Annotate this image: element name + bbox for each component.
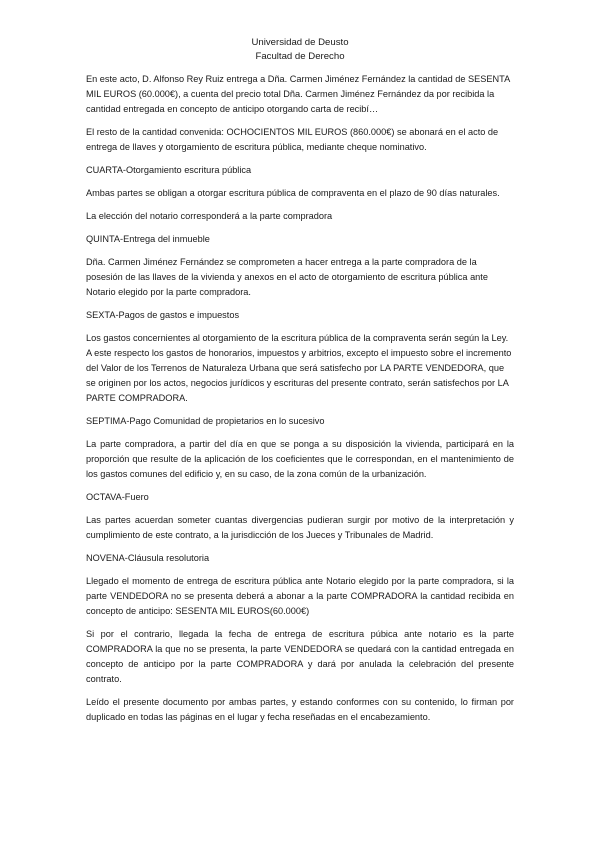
clause-heading-septima: SEPTIMA-Pago Comunidad de propietarios en lo sucesivo (86, 416, 325, 426)
paragraph-community-fees: La parte compradora, a partir del día en que se ponga a su disposición la vivienda, participará en la proporción que resulte de la aplicación de los coeficientes que le correspondan, en el mantenimiento de los gastos comunes del edificio y, en su caso, de la zona común de la urbanización. (86, 439, 514, 479)
paragraph-signature-closing: Leído el presente documento por ambas partes, y estando conformes con su contenido, lo firman por duplicado en todas las páginas en el lugar y fecha reseñadas en el encabezamiento. (86, 697, 514, 722)
clause-heading-quinta: QUINTA-Entrega del inmueble (86, 234, 210, 244)
clause-heading-sexta: SEXTA-Pagos de gastos e impuestos (86, 310, 240, 320)
paragraph-remaining-amount: El resto de la cantidad convenida: OCHOCIENTOS MIL EUROS (860.000€) se abonará en el acto de entrega de llaves y otorgamiento de escritura pública, mediante cheque nominativo. (86, 127, 499, 152)
paragraph-advance-payment: En este acto, D. Alfonso Rey Ruiz entrega a Dña. Carmen Jiménez Fernández la cantidad de SESENTA MIL EUROS (60.000€), a cuenta del precio total Dña. Carmen Jiménez Fernández da por recibida la cantidad entregada en concepto de anticipo otorgando carta de recibí… (86, 74, 510, 114)
paragraph-seller-default: Llegado el momento de entrega de escritura pública ante Notario elegido por la parte compradora, si la parte VENDEDORA no se presenta deberá a abonar a la parte COMPRADORA la cantidad recibida en concepto de anticipo: SESENTA MIL EUROS(60.000€) (86, 576, 514, 616)
university-name: Universidad de Deusto (251, 37, 349, 48)
paragraph-deed-deadline: Ambas partes se obligan a otorgar escritura pública de compraventa en el plazo de 90 días naturales. (86, 188, 500, 198)
clause-heading-cuarta: CUARTA-Otorgamiento escritura pública (86, 165, 252, 175)
document-header (86, 36, 514, 64)
clause-heading-octava: OCTAVA-Fuero (86, 492, 149, 502)
paragraph-notary-choice: La elección del notario corresponderá a la parte compradora (86, 211, 333, 221)
faculty-name: Facultad de Derecho (255, 51, 345, 62)
paragraph-expenses-taxes: Los gastos concernientes al otorgamiento de la escritura pública de la compraventa serán según la Ley. A este respecto los gastos de honorarios, impuestos y arbitrios, excepto el impuesto sobre el incremento del Valor de los Terrenos de Naturaleza Urbana que será satisfecho por LA PARTE VENDEDORA, que se originen por los actos, negocios jurídicos y escrituras del presente contrato, serán satisfechos por LA PARTE COMPRADORA. (86, 333, 512, 403)
paragraph-jurisdiction: Las partes acuerdan someter cuantas divergencias pudieran surgir por motivo de la interpretación y cumplimiento de este contrato, a la jurisdicción de los Jueces y Tribunales de Madrid. (86, 515, 514, 540)
paragraph-property-delivery: Dña. Carmen Jiménez Fernández se comprometen a hacer entrega a la parte compradora de la posesión de las llaves de la vivienda y anexos en el acto de otorgamiento de escritura pública ante Notario elegido por la parte compradora. (86, 257, 488, 297)
paragraph-buyer-default: Si por el contrario, llegada la fecha de entrega de escritura púbica ante notario es la parte COMPRADORA la que no se presenta, la parte VENDEDORA se quedará con la cantidad entregada en concepto de anticipo por la parte COMPRADORA y dará por anulada la celebración del presente contrato. (86, 629, 514, 684)
clause-heading-novena: NOVENA-Cláusula resolutoria (86, 553, 210, 563)
